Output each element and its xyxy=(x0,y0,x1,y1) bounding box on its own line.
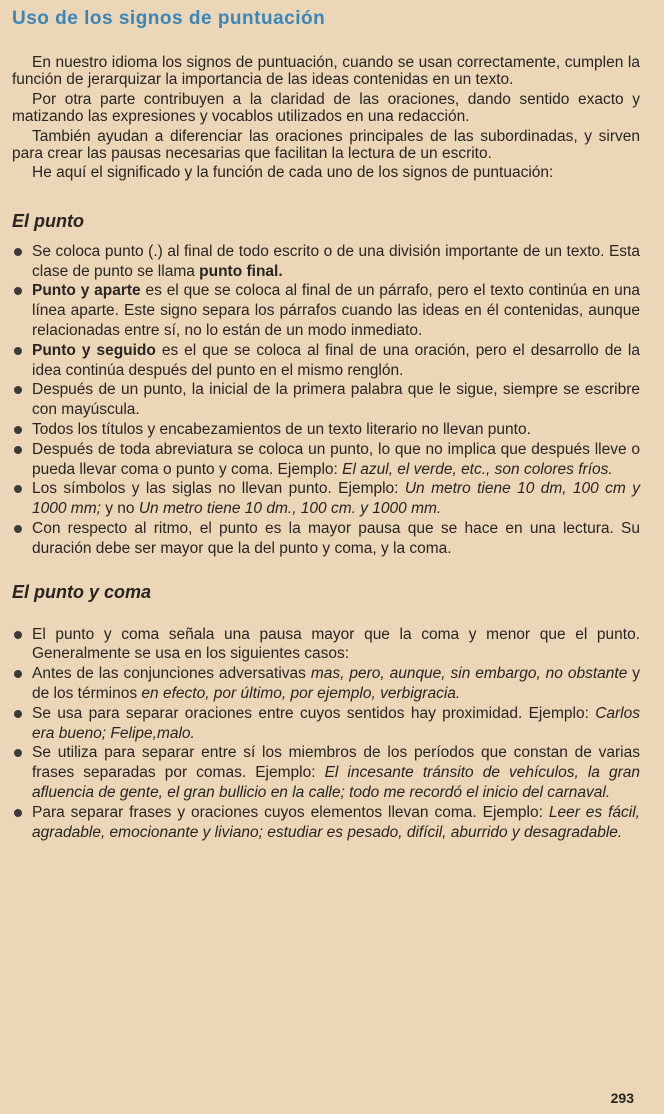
text-run: El punto y coma señala una pausa mayor que la coma y menor que el punto. Generalmente se usa en los siguientes casos: xyxy=(32,625,640,663)
text-run: Después de un punto, la inicial de la primera palabra que le sigue, siempre se escribre con mayúscula. xyxy=(32,381,640,419)
text-run: Se usa para separar oraciones entre cuyos sentidos hay proximidad. Ejemplo: xyxy=(32,704,596,722)
text-run: Para separar frases y oraciones cuyos elementos llevan coma. Ejemplo: xyxy=(32,803,549,821)
section-heading-punto: El punto xyxy=(12,210,84,231)
text-run: y de los términos xyxy=(32,665,640,702)
bullet-icon xyxy=(14,710,22,718)
list-item xyxy=(12,625,640,665)
intro-paragraph: En nuestro idioma los signos de puntuación, cuando se usan correctamente, cumplen la función de jerarquizar la importancia de las ideas contenidas en un texto. xyxy=(12,54,640,89)
list-item xyxy=(12,479,640,519)
text-run: Leer es fácil, agradable, emocionante y liviano; estudiar es pesado, difícil, aburrido y desagradable. xyxy=(32,803,640,841)
bullet-icon xyxy=(14,525,22,533)
text-run: punto final. xyxy=(199,262,283,280)
text-run: Un metro tiene 10 dm., 100 cm. y 1000 mm. xyxy=(138,500,442,518)
text-run: Se coloca punto (.) al final de todo escrito o de una división importante de un texto. Esta clase de punto se llama xyxy=(32,242,640,280)
intro-text xyxy=(12,54,640,182)
list-item xyxy=(12,380,640,420)
text-run: y no xyxy=(100,500,139,518)
list-item xyxy=(12,341,640,381)
text-run: El azul, el verde, etc., son colores fríos. xyxy=(342,460,613,478)
text-run: en efecto, por último, por ejemplo, verbigracia. xyxy=(141,684,461,702)
text-run: Después de toda abreviatura se coloca un punto, lo que no implica que después lleve o pueda llevar coma o punto y coma. Ejemplo: xyxy=(32,440,640,478)
bullet-icon xyxy=(14,287,22,295)
text-run: Un metro tiene 10 dm, 100 cm y 1000 mm; xyxy=(32,480,640,518)
bullet-icon xyxy=(14,248,22,256)
text-run: Se utiliza para separar entre sí los miembros de los períodos que constan de varias frases separadas por comas. Ejemplo: xyxy=(32,744,640,782)
list-item xyxy=(12,420,640,440)
bullet-list-punto-y-coma xyxy=(12,625,640,843)
text-run: El incesante tránsito de vehículos, la gran afluencia de gente, el gran bullicio en la calle; todo me recordó el inicio del carnaval. xyxy=(32,764,640,801)
text-run: es el que se coloca al final de una oración, pero el desarrollo de la idea continúa después del punto en el mismo renglón. xyxy=(32,341,640,379)
bullet-icon xyxy=(14,446,22,454)
intro-paragraph: También ayudan a diferenciar las oraciones principales de las subordinadas, y sirven para crear las pausas necesarias que facilitan la lectura de un escrito. xyxy=(12,127,640,163)
bullet-icon xyxy=(14,386,22,394)
bullet-icon xyxy=(14,485,22,493)
page-number: 293 xyxy=(610,1090,634,1106)
bullet-icon xyxy=(14,347,22,355)
bullet-icon xyxy=(14,426,22,434)
list-item xyxy=(12,281,640,340)
list-item xyxy=(12,704,640,744)
bullet-icon xyxy=(14,670,22,678)
text-run: Los símbolos y las siglas no llevan punto. Ejemplo: xyxy=(32,480,405,498)
list-item xyxy=(12,803,640,843)
text-run: Antes de las conjunciones adversativas xyxy=(32,665,311,683)
bullet-icon xyxy=(14,749,22,757)
list-item xyxy=(12,440,640,480)
list-item xyxy=(12,519,640,559)
text-run: es el que se coloca al final de un párrafo, pero el texto continúa en una línea aparte. Este signo separa los párrafos cuando las ideas en él contenidas, aunque relacionadas entre sí, no lo están de un modo inmediato. xyxy=(32,282,640,340)
list-item xyxy=(12,743,640,802)
text-run: Punto y aparte xyxy=(32,282,141,300)
list-item xyxy=(12,242,640,282)
text-run: Todos los títulos y encabezamientos de un texto literario no llevan punto. xyxy=(32,421,531,439)
text-run: mas, pero, aunque, sin embargo, no obstante xyxy=(310,665,628,683)
intro-paragraph: He aquí el significado y la función de cada uno de los signos de puntuación: xyxy=(32,164,554,182)
bullet-icon xyxy=(14,631,22,639)
intro-paragraph: Por otra parte contribuyen a la claridad de las oraciones, dando sentido exacto y matizando las expresiones y vocablos utilizados en una redacción. xyxy=(12,90,640,126)
list-item xyxy=(12,664,640,704)
text-run: Con respecto al ritmo, el punto es la mayor pausa que se hace en una lectura. Su duración debe ser mayor que la del punto y coma, y la coma. xyxy=(32,520,640,557)
text-run: Carlos era bueno; Felipe,malo. xyxy=(32,704,640,742)
bullet-list-punto xyxy=(12,242,640,559)
bullet-icon xyxy=(14,809,22,817)
page-title: Uso de los signos de puntuación xyxy=(12,8,326,29)
text-run: Punto y seguido xyxy=(32,341,156,359)
section-heading-punto-y-coma: El punto y coma xyxy=(12,581,152,602)
